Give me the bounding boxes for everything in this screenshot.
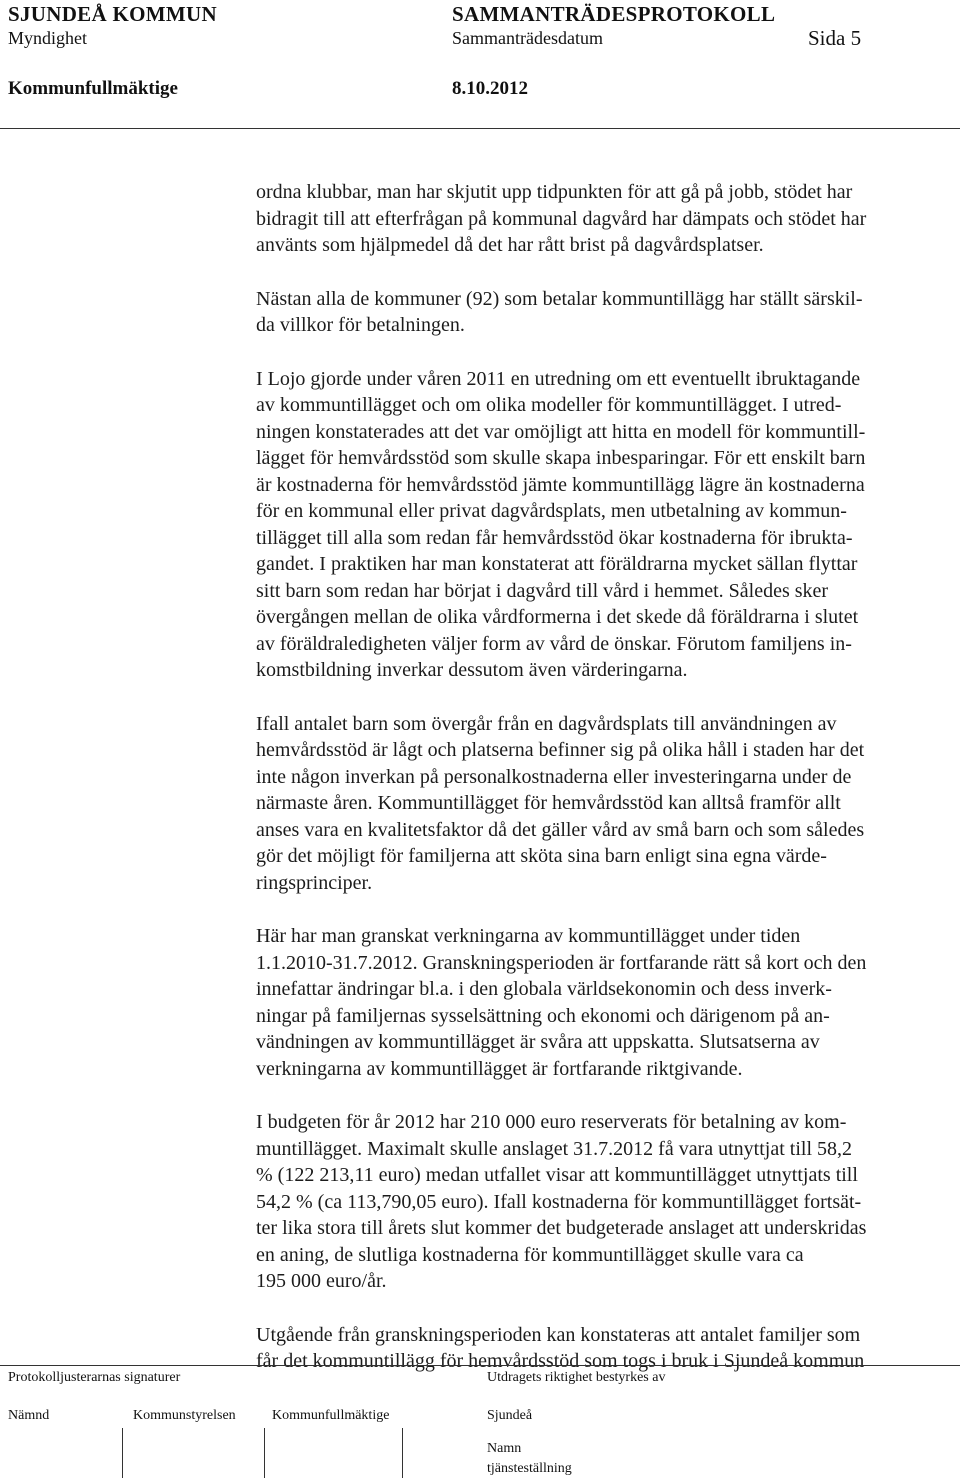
paragraph: Ifall antalet barn som övergår från en dagvårdsplats till användningen av hemvårdsstöd är lågt och platserna befinner sig på olika håll i staden har det inte någon inverkan på personalkostnaderna eller investeringarna under de närmaste åren. Kommuntillägget för hemvårdsstöd kan alltså framför allt anses vara en kvalitetsfaktor då det gäller vård av små barn och som således gör det möjligt för familjerna att sköta sina barn enligt sina egna värde- ringsprinciper. [256,712,865,894]
meeting-date: 8.10.2012 [452,78,528,99]
paragraph: Nästan alla de kommuner (92) som betalar kommuntillägg har ställt särskil- da villkor för betalningen. [256,287,863,336]
signature-column-namnd: Nämnd [8,1408,50,1423]
paragraph: Här har man granskat verkningarna av kommuntillägget under tiden 1.1.2010-31.7.2012. Granskningsperioden är fortfarande rätt så kort och den innefattar ändringar bl.a. i den globala världsekonomin och dess inverk- ningar på familjernas sysselsättning och ekonomi och därigenom på an- vändningen av kommuntillägget är svåra att uppskatta. Slutsatserna av verkningarna av kommuntillägget är fortfarande riktgivande. [256,925,867,1080]
extract-certification-label: Utdragets riktighet bestyrkes av [487,1370,666,1385]
position-label: tjänsteställning [487,1461,572,1476]
paragraph: Utgående från granskningsperioden kan konstateras att antalet familjer som får det kommuntillägg för hemvårdsstöd som togs i bruk i Sjundeå kommun [256,1323,865,1372]
signature-separator [122,1428,123,1478]
document-body [256,179,956,1402]
document-type: SAMMANTRÄDESPROTOKOLL [452,2,776,26]
paragraph: I budgeten för år 2012 har 210 000 euro reserverats för betalning av kom- muntillägget. Maximalt skulle anslaget 31.7.2012 få vara utnyttjat till 58,2 % (122 213,11 euro) medan utfallet visar att kommuntillägget utnyttjats till 54,2 % (ca 113,790,05 euro). Ifall kostnaderna för kommuntillägget fortsät- ter lika stora till årets slut kommer det budgeterade anslaget att underskridas en aning, de slutliga kostnaderna för kommuntillägget skulle vara ca 195 000 euro/år. [256,1111,867,1292]
signature-column-kommunstyrelsen: Kommunstyrelsen [133,1408,236,1423]
signature-separator [264,1428,265,1478]
paragraph: I Lojo gjorde under våren 2011 en utredning om ett eventuellt ibruktagande av kommuntillägget och om olika modeller för kommuntillägget. I utred- ningen konstaterades att det var omöjligt att hitta en modell för kommuntill- lägget för hemvårdsstöd som skulle skapa inbesparingar. För ett enskilt barn är kostnaderna för hemvårdsstöd jämte kommuntillägg lägre än kostnaderna för en kommunal eller privat dagvårdsplats, men utbetalning av kommun- tillägget till alla som redan får hemvårdsstöd ökar kostnaderna för ibrukta- gandet. I praktiken har man konstaterat att föräldrarna mycket sällan flyttar sitt barn som redan har börjat i dagvård till vård i hemmet. Således sker övergången mellan de olika vårdformerna i det skede då föräldrarna i slutet av föräldraledigheten väljer form av vård de önskar. Förutom familjens in- komstbildning inverkar dessutom även värderingarna. [256,367,866,681]
page-number: Sida 5 [808,26,862,50]
signature-separator [402,1428,403,1478]
meeting-date-label: Sammanträdesdatum [452,28,603,48]
paragraph: ordna klubbar, man har skjutit upp tidpunkten för att gå på jobb, stödet har bidragit till att efterfrågan på kommunal dagvård har dämpats och stödet har använts som hjälpmedel då det har rått brist på dagvårdsplatser. [256,181,867,256]
city-label: Sjundeå [487,1408,533,1423]
organization-name: SJUNDEÅ KOMMUN [8,2,217,26]
signatures-label: Protokolljusterarnas signaturer [8,1370,181,1385]
footer-divider [0,1365,960,1366]
signature-column-kommunfullmaktige: Kommunfullmäktige [272,1408,390,1423]
authority-label: Myndighet [8,28,87,48]
name-label: Namn [487,1441,522,1456]
header-divider [0,128,960,129]
governing-body: Kommunfullmäktige [8,78,178,99]
